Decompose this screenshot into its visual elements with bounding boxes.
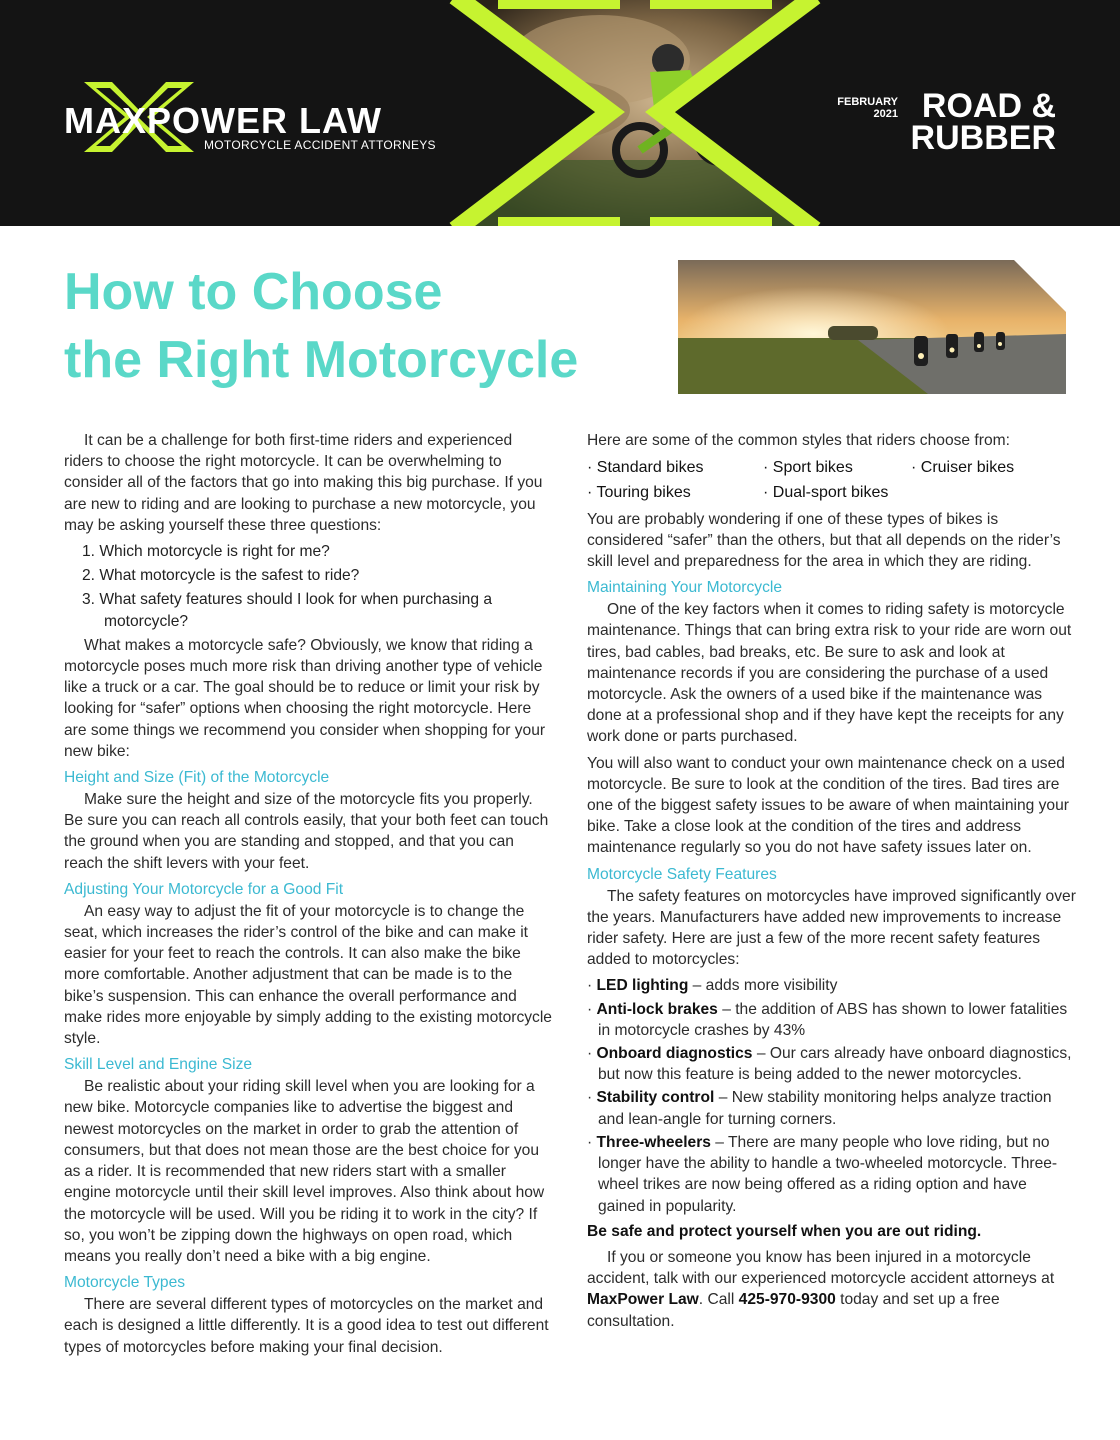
feature-item: · LED lighting – adds more visibility (587, 977, 838, 995)
feature-item: · Anti-lock brakes – the addition of ABS has shown to lower fatalities in motorcycle crashes by 43% (587, 1000, 1068, 1039)
newsletter-title-line1: ROAD & (921, 87, 1056, 125)
feature-desc: – adds more visibility (688, 977, 838, 995)
feature-item: · Stability control – New stability monitoring helps analyze traction and lean-angle for turning corners. (587, 1089, 1052, 1128)
hero-riders-image (678, 260, 1066, 394)
left-column (64, 430, 552, 1363)
closing-heading: Be safe and protect yourself when you are out riding. (587, 1222, 982, 1240)
feature-name: Onboard diagnostics (596, 1045, 753, 1063)
closing-text-a: If you or someone you know has been injured in a motorcycle accident, talk with our experienced motorcycle accident attorneys at (587, 1248, 1055, 1288)
feature-name: Three-wheelers (596, 1133, 711, 1151)
brand-tagline: MOTORCYCLE ACCIDENT ATTORNEYS (204, 138, 436, 152)
styles-intro: Here are some of the common styles that riders choose from: (587, 432, 1010, 449)
style-item: · Standard bikes (587, 459, 704, 477)
newsletter-header (0, 0, 1120, 226)
features-heading: Motorcycle Safety Features (587, 865, 777, 883)
styles-note: You are probably wondering if one of these types of bikes is considered “safer” than the others, but that all depends on the rider’s skill level and preparedness for the area in which they are riding. (587, 510, 1061, 571)
safe-intro-paragraph: What makes a motorcycle safe? Obviously, we know that riding a motorcycle poses much more risk than driving another type of vehicle like a truck or a car. The goal should be to reduce or limit your risk by looking for “safer” options when choosing the right motorcycle. Here are some things we recommend you consider when shopping for your new bike: (64, 636, 546, 760)
intro-paragraph: It can be a challenge for both first-time riders and experienced riders to choose the right motorcycle. It can be overwhelming to consider all of the factors that go into making this big purchase. If you are new to riding and are looking to purchase a new motorcycle, you may be asking yourself these three questions: (64, 432, 543, 534)
article-title-line2: the Right Motorcycle (64, 331, 579, 389)
brand-logo[interactable] (62, 82, 482, 162)
right-column (587, 430, 1077, 1337)
fit-heading: Height and Size (Fit) of the Motorcycle (64, 769, 330, 787)
types-heading: Motorcycle Types (64, 1274, 186, 1292)
feature-name: Anti-lock brakes (596, 1000, 718, 1018)
feature-item: · Onboard diagnostics – Our cars already have onboard diagnostics, but now this feature is being added to the newer motorcycles. (587, 1045, 1072, 1084)
question-item: 3. What safety features should I look for when purchasing a motorcycle? (82, 591, 492, 630)
style-item: · Sport bikes (763, 459, 853, 477)
types-paragraph: There are several different types of motorcycles on the market and each is designed a little differently. It is a good idea to test out different types of motorcycles before making your final decision. (64, 1296, 549, 1356)
skill-paragraph: Be realistic about your riding skill level when you are looking for a new bike. Motorcycle companies like to advertise the biggest and newest motorcycles on the market in order to grab the attention of consumers, but that does not mean those are the best choice for you as a rider. It is recommended that new riders start with a smaller engine motorcycle until their skill level improves. Also think about how the motorcycle will be used. Will you be riding it to work in the city? If so, you won’t be zipping down the highways on open road, which means you really don’t need a bike with a big engine. (64, 1078, 545, 1265)
question-item: 2. What motorcycle is the safest to ride? (82, 567, 360, 585)
style-item: · Cruiser bikes (911, 459, 1015, 477)
style-item: · Touring bikes (587, 484, 691, 502)
brand-name: MAXPOWER LAW (64, 100, 382, 141)
styles-list (587, 457, 1077, 503)
article-title-line1: How to Choose (64, 263, 443, 321)
issue-month: FEBRUARY (837, 96, 898, 108)
closing-text-b: . Call (698, 1291, 739, 1309)
maintenance-paragraph-2: You will also want to conduct your own maintenance check on a used motorcycle. Be sure to look at the condition of the tires. Bad tires are one of the biggest safety issues to be aware of when maintaining your bike. Take a close look at the condition of the tires and address maintenance regularly so you do not have safety issues later on. (587, 754, 1069, 857)
features-paragraph: The safety features on motorcycles have improved significantly over the years. Manufacturers have added new improvements to increase rider safety. Here are just a few of the more recent safety features added to motorcycles: (587, 887, 1076, 969)
issue-year: 2021 (873, 108, 898, 120)
question-item: 1. Which motorcycle is right for me? (82, 543, 330, 561)
issue-date (837, 96, 898, 120)
adjust-heading: Adjusting Your Motorcycle for a Good Fit (64, 880, 344, 898)
skill-heading: Skill Level and Engine Size (64, 1056, 253, 1074)
feature-desc: – There are many people who love riding, but no longer have the ability to handle a two-wheeled motorcycle. Three-wheel trikes are now being offered as a riding option and have gained in popularity. (598, 1133, 1058, 1215)
style-item: · Dual-sport bikes (763, 484, 889, 502)
feature-name: Stability control (596, 1089, 715, 1107)
closing-paragraph (587, 1247, 1077, 1332)
firm-name: MaxPower Law (587, 1291, 699, 1309)
fit-paragraph: Make sure the height and size of the motorcycle fits you properly. Be sure you can reach all controls easily, that your both feet can touch the ground when you are standing and stopped, and that you can reach the shift levers with your feet. (64, 791, 549, 872)
maintenance-paragraph: One of the key factors when it comes to riding safety is motorcycle maintenance. Things that can bring extra risk to your ride are worn out tires, bad cables, bad breaks, etc. Be sure to ask and look at maintenance records if you are considering the purchase of a used motorcycle. Ask the owners of a used bike if the maintenance was done at a professional shop and if they have kept the receipts for any work done or parts purchased. (587, 601, 1072, 746)
feature-desc: – the addition of ABS has shown to lower fatalities in motorcycle crashes by 43% (598, 1000, 1068, 1039)
feature-item: · Three-wheelers – There are many people who love riding, but no longer have the ability to handle a two-wheeled motorcycle. Three-wheel trikes are now being offered as a riding option and have gained in popularity. (587, 1133, 1058, 1215)
feature-desc: – New stability monitoring helps analyze traction and lean-angle for turning corners. (598, 1089, 1052, 1128)
features-list (587, 975, 1077, 1216)
maintenance-heading: Maintaining Your Motorcycle (587, 579, 783, 597)
phone-number[interactable]: 425-970-9300 (738, 1291, 836, 1309)
feature-desc: – Our cars already have onboard diagnostics, but now this feature is being added to the newer motorcycles. (598, 1045, 1072, 1084)
newsletter-title-line2: RUBBER (910, 119, 1056, 157)
issue-block (806, 87, 1056, 160)
article-title (64, 258, 664, 394)
feature-name: LED lighting (596, 977, 689, 995)
closing-text-c: today and set up a free consultation. (587, 1291, 1000, 1330)
questions-list (64, 541, 552, 632)
adjust-paragraph: An easy way to adjust the fit of your motorcycle is to change the seat, which increases the rider’s control of the bike and can make it easier for your feet to reach the controls. It can also make the bike more comfortable. Another adjustment that can be made is to the bike’s suspension. This can enhance the overall performance and make rides more enjoyable by simply adding to the existing motorcycle style. (64, 902, 552, 1048)
